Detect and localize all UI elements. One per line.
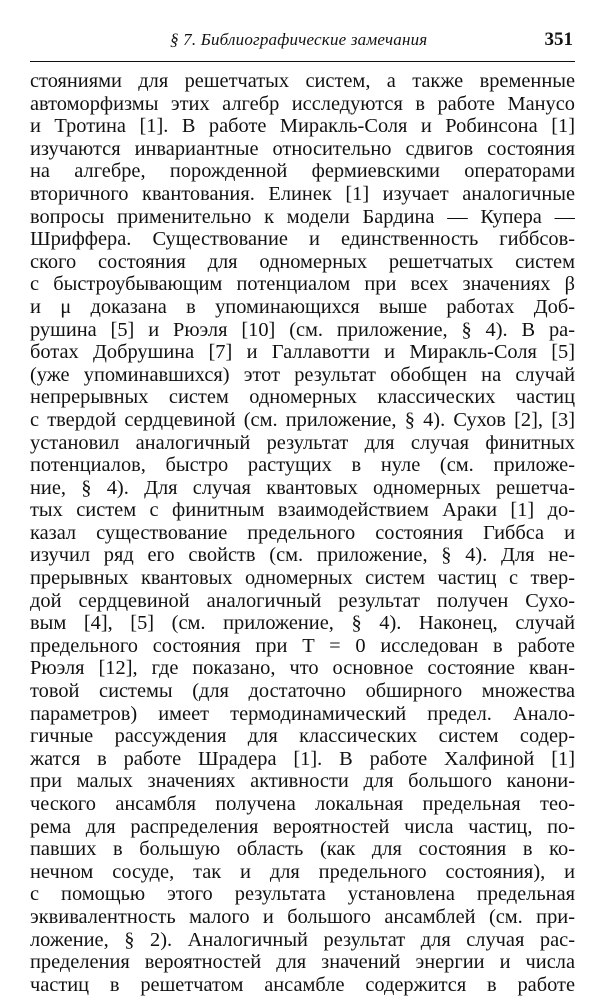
text-line: потенциалов, быстро растущих в нуле (см. приложе- [30,454,575,477]
text-line: вым [4], [5] (см. приложение, § 4). Наконец, случай [30,612,575,635]
text-line: прерывных квантовых одномерных систем частиц с твер- [30,567,575,590]
text-line: казал существование предельного состояния Гиббса и [30,521,575,544]
text-line: вторичного квантования. Елинек [1] изучает аналогичные [30,182,575,205]
text-line: гичные рассуждения для классических систем содер- [30,725,575,748]
text-line: нечном сосуде, так и для предельного состояния), и [30,860,575,883]
body-text [30,70,575,996]
text-line: (уже упоминавшихся) этот результат обобщен на случай [30,363,575,386]
text-line: рема для распределения вероятностей числа частиц, по- [30,815,575,838]
text-line: Шриффера. Существование и единственность гиббсов- [30,228,575,251]
text-line: товой системы (для достаточно обширного множества [30,680,575,703]
text-line: автоморфизмы этих алгебр исследуются в работе Манусо [30,92,575,115]
text-line: с помощью этого результата установлена предельная [30,883,575,906]
text-line: дой сердцевиной аналогичный результат получен Сухо- [30,589,575,612]
text-line: предельного состояния при T = 0 исследован в работе [30,634,575,657]
text-line: при малых значениях активности для большого канони- [30,770,575,793]
text-line: с быстроубывающим потенциалом при всех значениях β [30,273,575,296]
page-number: 351 [544,29,573,50]
text-line: Рюэля [12], где показано, что основное состояние кван- [30,657,575,680]
text-line: вопросы применительно к модели Бардина — Купера — [30,205,575,228]
text-line: тых систем с финитным взаимодействием Араки [1] до- [30,499,575,522]
text-line: изучаются инвариантные относительно сдвигов состояния [30,137,575,160]
text-line: и μ доказана в упоминающихся выше работах Доб- [30,295,575,318]
text-line: жатся в работе Шрадера [1]. В работе Халфиной [1] [30,747,575,770]
text-line: непрерывных систем одномерных классических частиц [30,386,575,409]
text-line: на алгебре, порожденной фермиевскими операторами [30,160,575,183]
text-line: ние, § 4). Для случая квантовых одномерных решетча- [30,476,575,499]
book-page [30,0,575,996]
page-header [30,26,575,58]
text-line: и Тротина [1]. В работе Миракль-Соля и Робинсона [1] [30,115,575,138]
text-line: ложение, § 2). Аналогичный результат для случая рас- [30,928,575,951]
text-line: установил аналогичный результат для случая финитных [30,431,575,454]
text-line: с твердой сердцевиной (см. приложение, § 4). Сухов [2], [3] [30,408,575,431]
text-line: ского состояния для одномерных решетчатых систем [30,250,575,273]
text-line: изучил ряд его свойств (см. приложение, § 4). Для не- [30,544,575,567]
text-line: ботах Добрушина [7] и Галлавотти и Миракль-Соля [5] [30,341,575,364]
text-line: эквивалентность малого и большого ансамблей (см. при- [30,905,575,928]
running-head: § 7. Библиографические замечания [170,30,428,49]
text-line: частиц в решетчатом ансамбле содержится в работе [30,973,575,996]
header-rule [30,61,575,62]
text-line: павших в большую область (как для состояния в ко- [30,838,575,861]
text-line: параметров) имеет термодинамический предел. Анало- [30,702,575,725]
text-line: рушина [5] и Рюэля [10] (см. приложение, § 4). В ра- [30,318,575,341]
text-line: стояниями для решетчатых систем, а также временные [30,70,575,92]
text-line: ческого ансамбля получена локальная предельная тео- [30,793,575,815]
text-line: пределения вероятностей для значений энергии и числа [30,951,575,974]
